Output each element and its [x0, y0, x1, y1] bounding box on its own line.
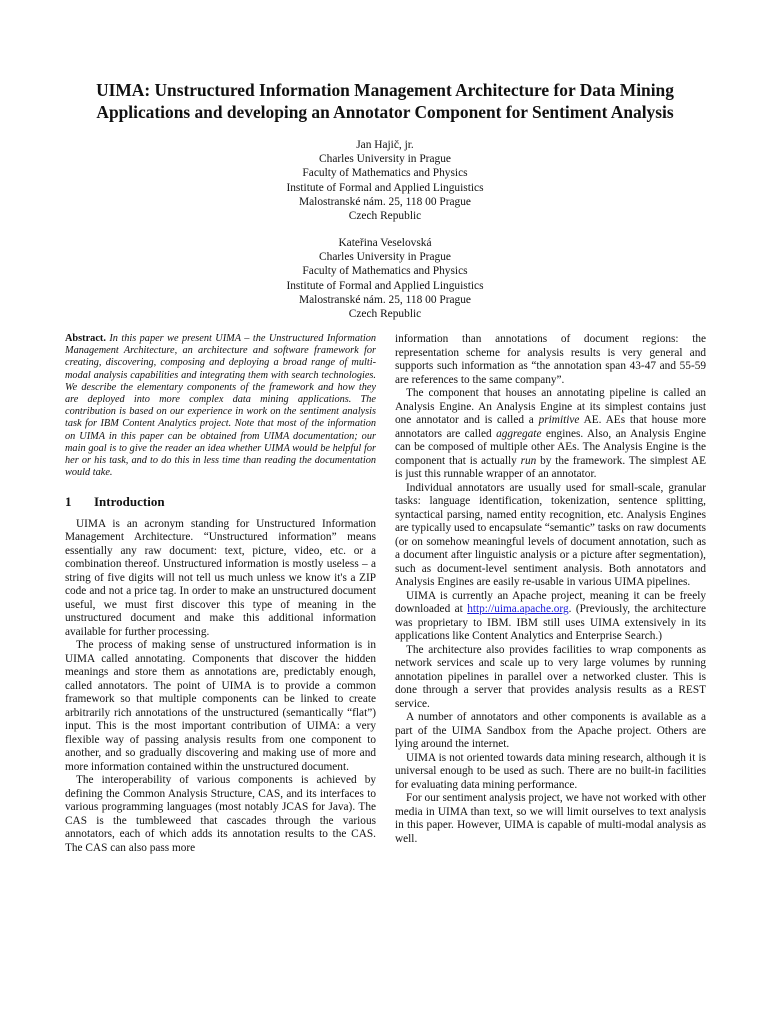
- author-university: Charles University in Prague: [319, 251, 451, 264]
- body-paragraph: [395, 590, 706, 644]
- author-block-1: [0, 138, 770, 223]
- apache-uima-link[interactable]: http://uima.apache.org: [467, 603, 569, 615]
- body-paragraph: For our sentiment analysis project, we have not worked with other media in UIMA than text, so we will limit ourselves to text analysis in this paper. However, UIMA is capable of multi-modal analysis as well.: [395, 792, 706, 845]
- body-paragraph: A number of annotators and other components is available as a part of the UIMA Sandbox from the Apache project. Others are lying around the internet.: [395, 711, 706, 750]
- author-block-2: [0, 236, 770, 321]
- text-run: by the framework. The simplest AE is just this runnable wrapper of an annotator.: [395, 454, 706, 480]
- author-faculty: Faculty of Mathematics and Physics: [302, 167, 468, 180]
- section-number: 1: [65, 494, 72, 510]
- abstract-label: Abstract.: [65, 333, 106, 344]
- paper-title: [40, 79, 730, 123]
- author-address: Malostranské nám. 25, 118 00 Prague: [299, 293, 471, 306]
- text-run: AE. AEs that house more annotators are called: [395, 414, 707, 440]
- title-line-2: Applications and developing an Annotator Component for Sentiment Analysis: [96, 102, 674, 122]
- body-paragraph: UIMA is not oriented towards data mining research, although it is universal enough to be used as such. There are no built-in facilities for evaluating data mining performance.: [395, 751, 706, 791]
- text-run: UIMA is currently an Apache project, meaning it can be freely downloaded at: [395, 589, 706, 615]
- body-paragraph: The architecture also provides facilities to wrap components as network services and scale up to very large volumes by running annotation pipelines in parallel over a networked cluster. This is done through a server that provides analysis results as a REST service.: [395, 643, 706, 710]
- abstract: [65, 333, 376, 479]
- author-name: Kateřina Veselovská: [338, 237, 432, 249]
- emphasis-run: run: [520, 454, 537, 467]
- body-paragraph: The interoperability of various components is achieved by defining the Common Analysis Structure, CAS, and its interfaces to various programming languages (most notably JCAS for Java). The CAS is the tumbleweed that cascades through the various annotators, each of which adds its annotation results to the CAS. The CAS can also pass more: [65, 774, 376, 854]
- author-faculty: Faculty of Mathematics and Physics: [302, 265, 468, 278]
- emphasis-primitive: primitive: [538, 414, 580, 426]
- body-paragraph: UIMA is an acronym standing for Unstructured Information Management Architecture. “Unstructured information” means essentially any raw document: text, picture, video, etc. or a combination thereof. Unstructured information is mostly useless – a string of five digits will not tell us much unless we know it's a ZIP code and not a price tag. In order to make an unstructured document useful, we must first discover this type of meaning in the unstructured document and make this additional information available for further processing.: [65, 517, 376, 638]
- left-column: [65, 333, 376, 855]
- body-paragraph: information than annotations of document regions: the representation scheme for analysis results is very general and supports such information as “the annotation span 43-47 and 55-59 are references to the same company”.: [395, 333, 706, 386]
- abstract-text: In this paper we present UIMA – the Unstructured Information Management Architecture, an architecture and software framework for creating, discovering, composing and deploying a broad range of multi-modal analysis capabilities and integrating them with search technologies. We describe the elementary components of the framework and how they are deployed into more complex data mining applications. The contribution is based on our experience in work on the sentiment analysis task for IBM Content Analytics project. Note that most of the information on UIMA in this paper can be obtained from UIMA documentation; our main goal is to give the reader an idea whether UIMA would be helpful for her or his task, and to do this in less time than reading the documentation would take.: [65, 333, 377, 479]
- text-run: . (Previously, the architecture was proprietary to IBM. IBM still uses UIMA extensively in its applications like Content Analytics and Enterprise Search.): [395, 603, 706, 642]
- emphasis-aggregate: aggregate: [496, 427, 542, 440]
- author-institute: Institute of Formal and Applied Linguistics: [286, 279, 484, 292]
- body-paragraph: [395, 387, 706, 482]
- author-address: Malostranské nám. 25, 118 00 Prague: [299, 195, 471, 208]
- author-university: Charles University in Prague: [319, 153, 451, 166]
- author-name: Jan Hajič, jr.: [356, 139, 414, 151]
- right-column: [395, 333, 706, 846]
- author-country: Czech Republic: [348, 210, 422, 223]
- author-country: Czech Republic: [348, 308, 422, 321]
- title-line-1: UIMA: Unstructured Information Management Architecture for Data Mining: [96, 80, 674, 100]
- author-institute: Institute of Formal and Applied Linguistics: [286, 181, 484, 194]
- text-run: engines. Also, an Analysis Engine can be composed of multiple other AEs. The Analysis Engine is the component that is actually: [395, 427, 707, 467]
- body-paragraph: The process of making sense of unstructured information is in UIMA called annotating. Components that discover the hidden meanings and store them as annotations are, predictably enough, called annotators. The point of UIMA is to provide a common framework so that multiple components can be linked to create arbitrarily rich annotations of the unstructured (semantically “flat”) input. This is the most important contribution of UIMA: a very flexible way of passing analysis results from one component to another, and so gradually discovering and making use of more and more information contained within the unstructured document.: [65, 639, 376, 773]
- text-run: The component that houses an annotating pipeline is called an Analysis Engine. An Analysis Engine at its simplest contains just one annotator and is called a: [395, 387, 706, 426]
- section-title: Introduction: [94, 494, 165, 510]
- section-heading: [65, 495, 376, 509]
- body-paragraph: Individual annotators are usually used for small-scale, granular tasks: language identification, tokenization, sentence splitting, syntactical parsing, named entity recognition, etc. Analysis Engines are typically used to encapsulate “semantic” tasks on raw documents (or on somehow meaningful levels of document annotation, such as a document after linguistic analysis or a picture after segmentation), such as document-level sentiment analysis. Both annotators and Analysis Engines are easily re-usable in various UIMA pipelines.: [395, 481, 706, 588]
